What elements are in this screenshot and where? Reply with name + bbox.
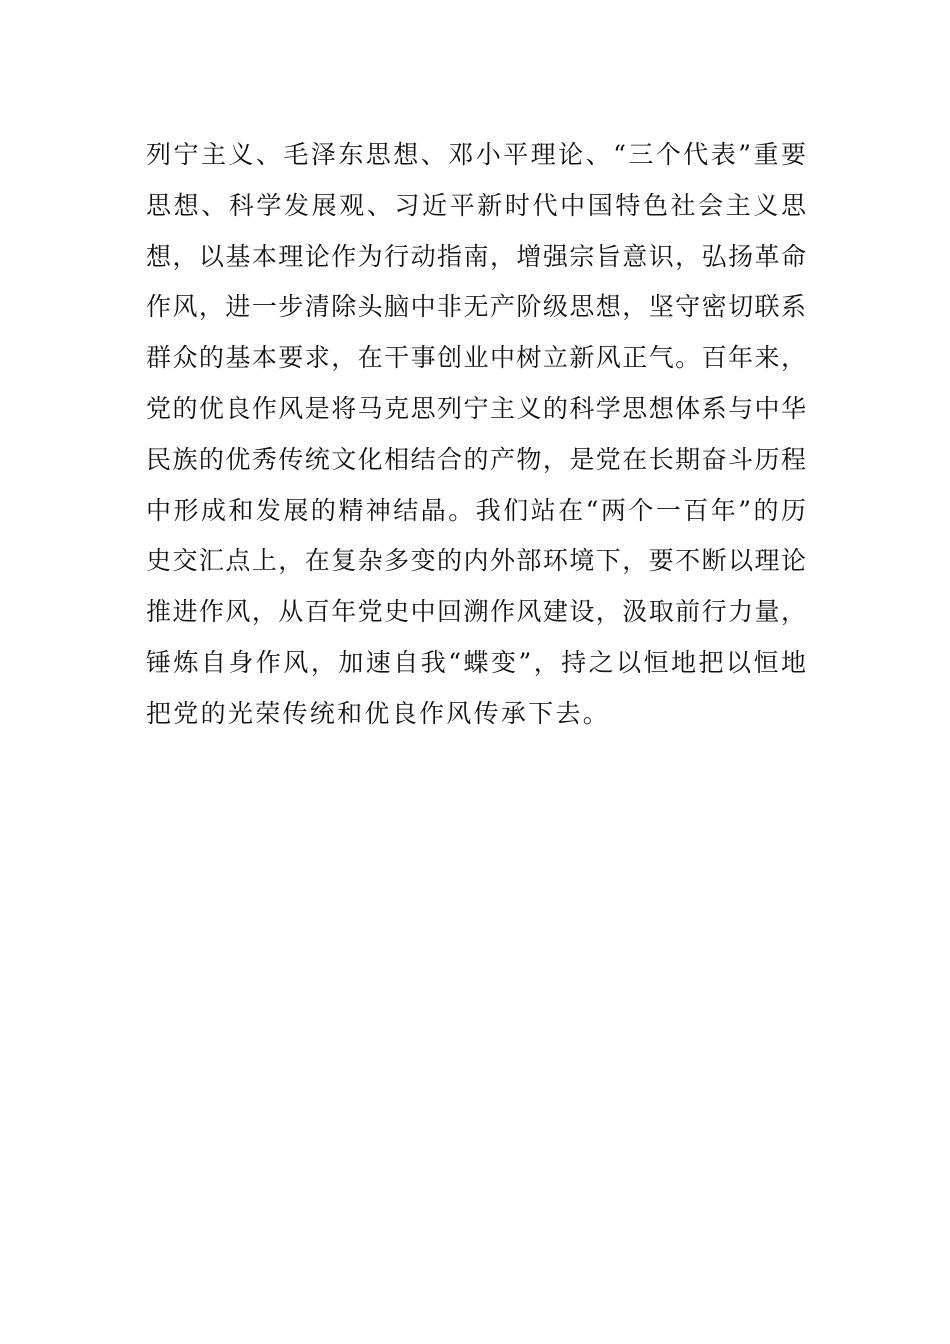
paragraph-line: 把党的光荣传统和优良作风传承下去。 (146, 698, 611, 728)
paragraph-line: 思想、科学发展观、习近平新时代中国特色社会主义思 (146, 190, 806, 220)
paragraph-line: 列宁主义、毛泽东思想、邓小平理论、“三个代表”重要 (146, 140, 806, 169)
paragraph-line: 史交汇点上，在复杂多变的内外部环境下，要不断以理论 (146, 546, 806, 576)
paragraph-line: 民族的优秀传统文化相结合的产物，是党在长期奋斗历程 (146, 444, 806, 474)
paragraph-line: 作风，进一步清除头脑中非无产阶级思想，坚守密切联系 (146, 292, 806, 322)
paragraph-line: 推进作风，从百年党史中回溯作风建设，汲取前行力量， (146, 597, 806, 627)
paragraph-line: 中形成和发展的精神结晶。我们站在“两个一百年”的历 (146, 495, 806, 525)
paragraph-line: 想，以基本理论作为行动指南，增强宗旨意识，弘扬革命 (146, 241, 806, 271)
paragraph-line: 党的优良作风是将马克思列宁主义的科学思想体系与中华 (146, 393, 806, 423)
paragraph-line: 锤炼自身作风，加速自我“蝶变”，持之以恒地把以恒地 (146, 647, 806, 677)
paragraph-line: 群众的基本要求，在干事创业中树立新风正气。百年来， (146, 343, 806, 373)
body-paragraph (146, 130, 806, 740)
